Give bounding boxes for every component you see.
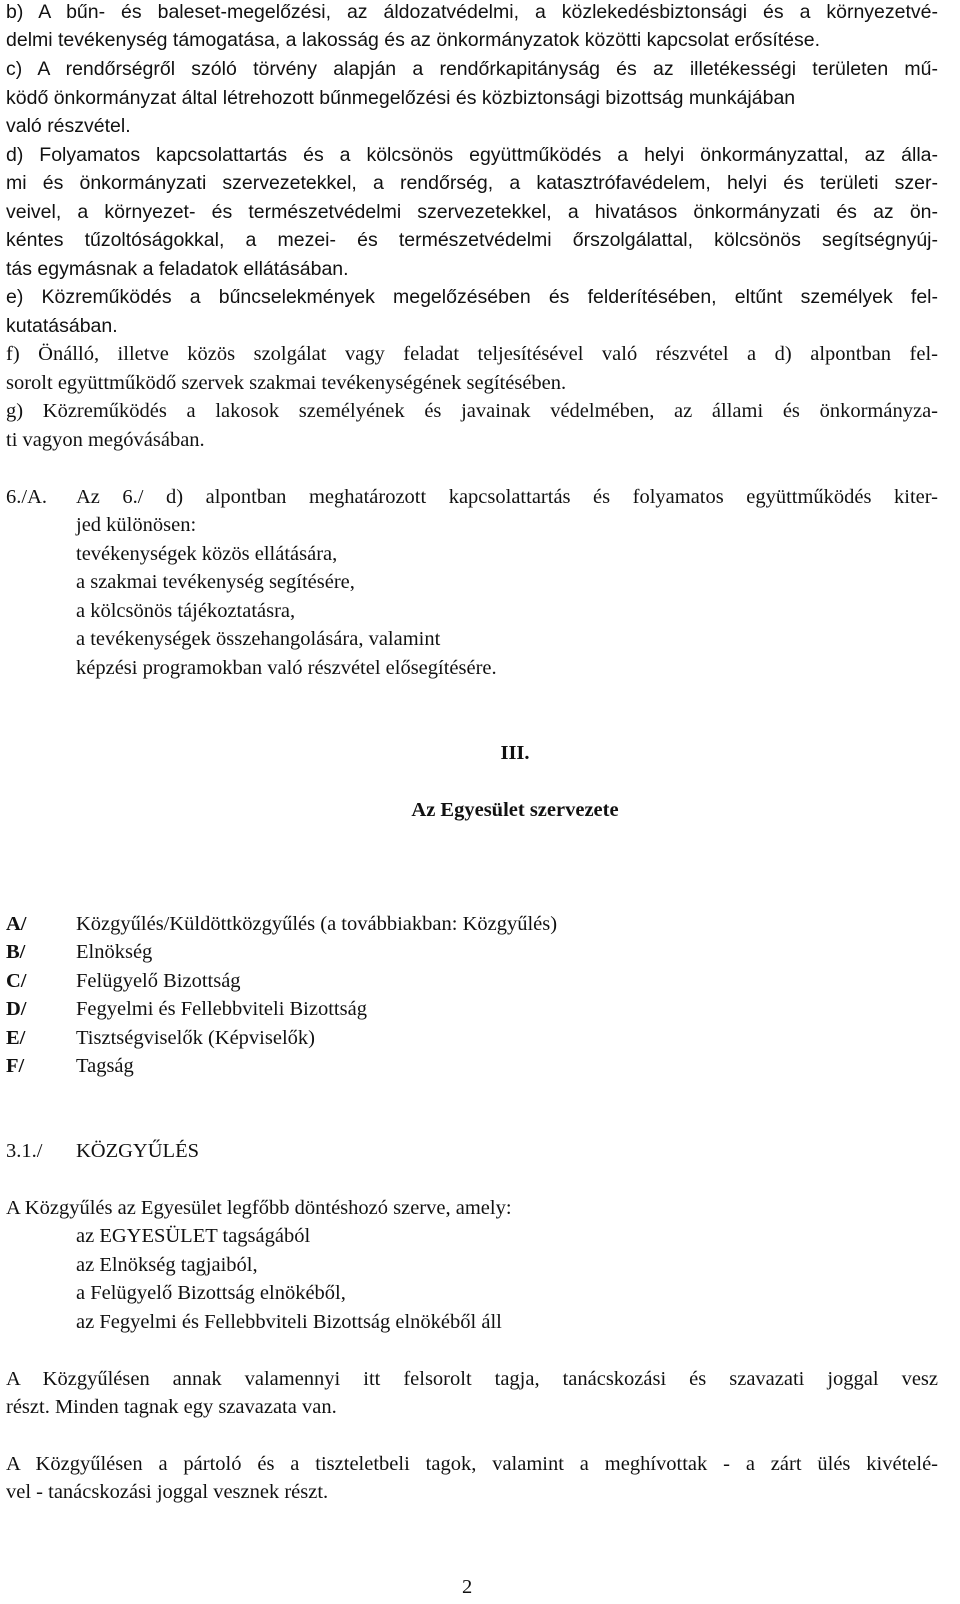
section-6a-item: tevékenységek közös ellátására, [76,543,338,565]
section-31-title: KÖZGYŰLÉS [76,1140,199,1162]
section-6a-item: a tevékenységek összehangolására, valamint [76,628,441,650]
section-e-line-1: e) Közreműködés a bűncselekmények megelőzésében és felderítésében, eltűnt személyek fel- [6,286,938,308]
org-label: Tagság [76,1055,134,1077]
section-f-line-2: sorolt együttműködő szervek szakmai tevékenységének segítésében. [6,372,567,394]
org-letter: C/ [6,970,27,992]
section-c-line-1: c) A rendőrségről szóló törvény alapján a rendőrkapitányság és az illetékességi területen mű- [6,58,938,80]
section-31-para1-line-2: részt. Minden tagnak egy szavazata van. [6,1396,337,1418]
section-d-line-2: mi és önkormányzati szervezetekkel, a rendőrség, a katasztrófavédelem, helyi és területi szer- [6,172,938,194]
org-letter: F/ [6,1055,25,1077]
section-b-line-2: delmi tevékenység támogatása, a lakosság és az önkormányzatok közötti kapcsolat erősítése. [6,29,821,51]
section-c-line-2: ködő önkormányzat által létrehozott bűnmegelőzési és közbiztonsági bizottság munkájában [6,87,796,109]
section-6a-item: képzési programokban való részvétel elősegítésére. [76,657,497,679]
section-g-line-2: ti vagyon megóvásában. [6,429,205,451]
chapter-number: III. [500,742,530,764]
section-g-line-1: g) Közreműködés a lakosok személyének és javainak védelmében, az állami és önkormányza- [6,400,938,422]
section-31-item: az Fegyelmi és Fellebbviteli Bizottság elnökéből áll [76,1311,502,1333]
section-31-item: az Elnökség tagjaiból, [76,1254,258,1276]
section-31-para1-line-1: A Közgyűlésen annak valamennyi itt felsorolt tagja, tanácskozási és szavazati joggal vesz [6,1368,938,1390]
section-6a-line-2: jed különösen: [76,514,197,536]
section-31-para2-line-2: vel - tanácskozási joggal vesznek részt. [6,1481,329,1503]
section-6a-item: a kölcsönös tájékoztatásra, [76,600,296,622]
section-e-line-2: kutatásában. [6,315,118,337]
org-label: Közgyűlés/Küldöttközgyűlés (a továbbiakban: Közgyűlés) [76,913,558,935]
org-label: Tisztségviselők (Képviselők) [76,1027,315,1049]
section-31-intro: A Közgyűlés az Egyesület legfőbb döntéshozó szerve, amely: [6,1197,512,1219]
org-letter: B/ [6,941,26,963]
org-label: Fegyelmi és Fellebbviteli Bizottság [76,998,367,1020]
section-31-item: az EGYESÜLET tagságából [76,1225,311,1247]
chapter-title: Az Egyesület szervezete [411,799,619,821]
section-31-para2-line-1: A Közgyűlésen a pártoló és a tiszteletbeli tagok, valamint a meghívottak - a zárt ülés kivételé- [6,1453,938,1475]
section-31-item: a Felügyelő Bizottság elnökéből, [76,1282,346,1304]
org-letter: D/ [6,998,27,1020]
org-letter: A/ [6,913,27,935]
section-6a-label: 6./A. [6,486,47,508]
section-c-line-3: való részvétel. [6,115,131,137]
org-label: Elnökség [76,941,153,963]
org-letter: E/ [6,1027,26,1049]
section-d-line-3: veivel, a környezet- és természetvédelmi szervezetekkel, a hivatásos önkormányzati és az ön- [6,201,938,223]
section-f-line-1: f) Önálló, illetve közös szolgálat vagy feladat teljesítésével való részvétel a d) alpontban fel- [6,343,938,365]
section-6a-item: a szakmai tevékenység segítésére, [76,571,355,593]
page-number: 2 [462,1576,473,1598]
section-d-line-5: tás egymásnak a feladatok ellátásában. [6,258,349,280]
section-b-line-1: b) A bűn- és baleset-megelőzési, az áldozatvédelmi, a közlekedésbiztonsági és a környezetvé- [6,1,938,23]
section-d-line-4: kéntes tűzoltóságokkal, a mezei- és természetvédelmi őrszolgálattal, kölcsönös segítségnyúj- [6,229,938,251]
section-d-line-1: d) Folyamatos kapcsolattartás és a kölcsönös együttműködés a helyi önkormányzattal, az álla- [6,144,938,166]
org-label: Felügyelő Bizottság [76,970,241,992]
section-31-number: 3.1./ [6,1140,43,1162]
section-6a-line-1: Az 6./ d) alpontban meghatározott kapcsolattartás és folyamatos együttműködés kiter- [76,486,938,508]
